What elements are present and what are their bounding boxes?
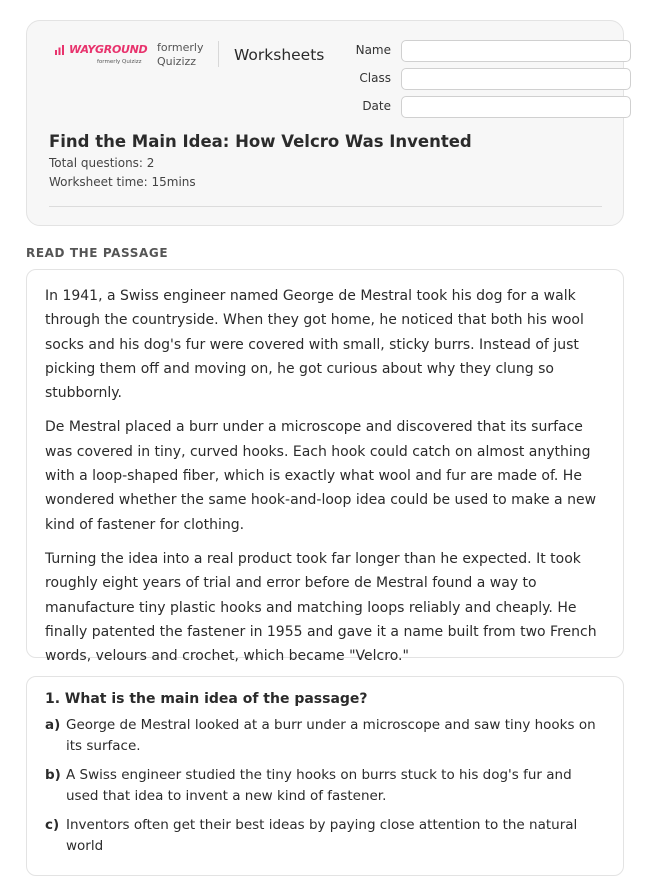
answer-option-c[interactable] xyxy=(45,815,605,857)
worksheet-time: Worksheet time: 15mins xyxy=(49,175,196,189)
class-field[interactable] xyxy=(401,68,631,90)
worksheet-title: Find the Main Idea: How Velcro Was Invented xyxy=(49,132,472,151)
date-label: Date xyxy=(362,99,391,113)
option-letter: a) xyxy=(45,717,61,733)
passage-paragraph: In 1941, a Swiss engineer named George de Mestral took his dog for a walk through the countryside. When they got home, he noticed that both his wool socks and his dog's fur were covered with small, sticky burrs. Instead of just picking them off and moving on, he got curious about why they clung so stubbornly. xyxy=(45,288,584,402)
answer-option-a[interactable] xyxy=(45,715,605,757)
name-label: Name xyxy=(355,43,391,57)
product-title: Worksheets xyxy=(234,46,325,64)
question-card-1 xyxy=(26,676,624,876)
option-text: George de Mestral looked at a burr under a microscope and saw tiny hooks on its surface. xyxy=(66,717,596,754)
logo-mark-icon xyxy=(55,45,69,55)
brand-name: WAYGROUND xyxy=(69,43,148,56)
formerly-quizizz: formerly Quizizz xyxy=(157,41,204,68)
worksheet-header xyxy=(26,20,624,226)
brand-subtitle: formerly Quizizz xyxy=(97,59,142,65)
section-label: READ THE PASSAGE xyxy=(26,246,169,260)
option-letter: b) xyxy=(45,767,61,783)
header-rule xyxy=(49,206,602,207)
total-questions: Total questions: 2 xyxy=(49,156,155,170)
passage-paragraph: De Mestral placed a burr under a microscope and discovered that its surface was covered in tiny, curved hooks. Each hook could catch on almost anything with a loop-shaped fiber, which is exactly what wool and fur are made of. He wondered whether the same hook-and-loop idea could be used to make a new kind of fastener for clothing. xyxy=(45,419,597,533)
header-divider xyxy=(218,41,219,67)
passage-paragraph: Turning the idea into a real product took far longer than he expected. It took roughly eight years of trial and error before de Mestral found a way to manufacture tiny plastic hooks and matching loops reliably and cheaply. He finally patented the fastener in 1955 and gave it a name built from two French words, velours and crochet, which became "Velcro." xyxy=(45,550,597,665)
date-field[interactable] xyxy=(401,96,631,118)
name-field[interactable] xyxy=(401,40,631,62)
class-label: Class xyxy=(359,71,391,85)
question-title: 1. What is the main idea of the passage? xyxy=(45,691,368,707)
passage-card xyxy=(26,269,624,665)
answer-option-b[interactable] xyxy=(45,765,605,807)
wayground-logo xyxy=(55,43,148,67)
option-text: Inventors often get their best ideas by paying close attention to the natural world xyxy=(66,817,578,854)
option-letter: c) xyxy=(45,817,60,833)
option-text: A Swiss engineer studied the tiny hooks on burrs stuck to his dog's fur and used that idea to invent a new kind of fastener. xyxy=(66,767,572,804)
